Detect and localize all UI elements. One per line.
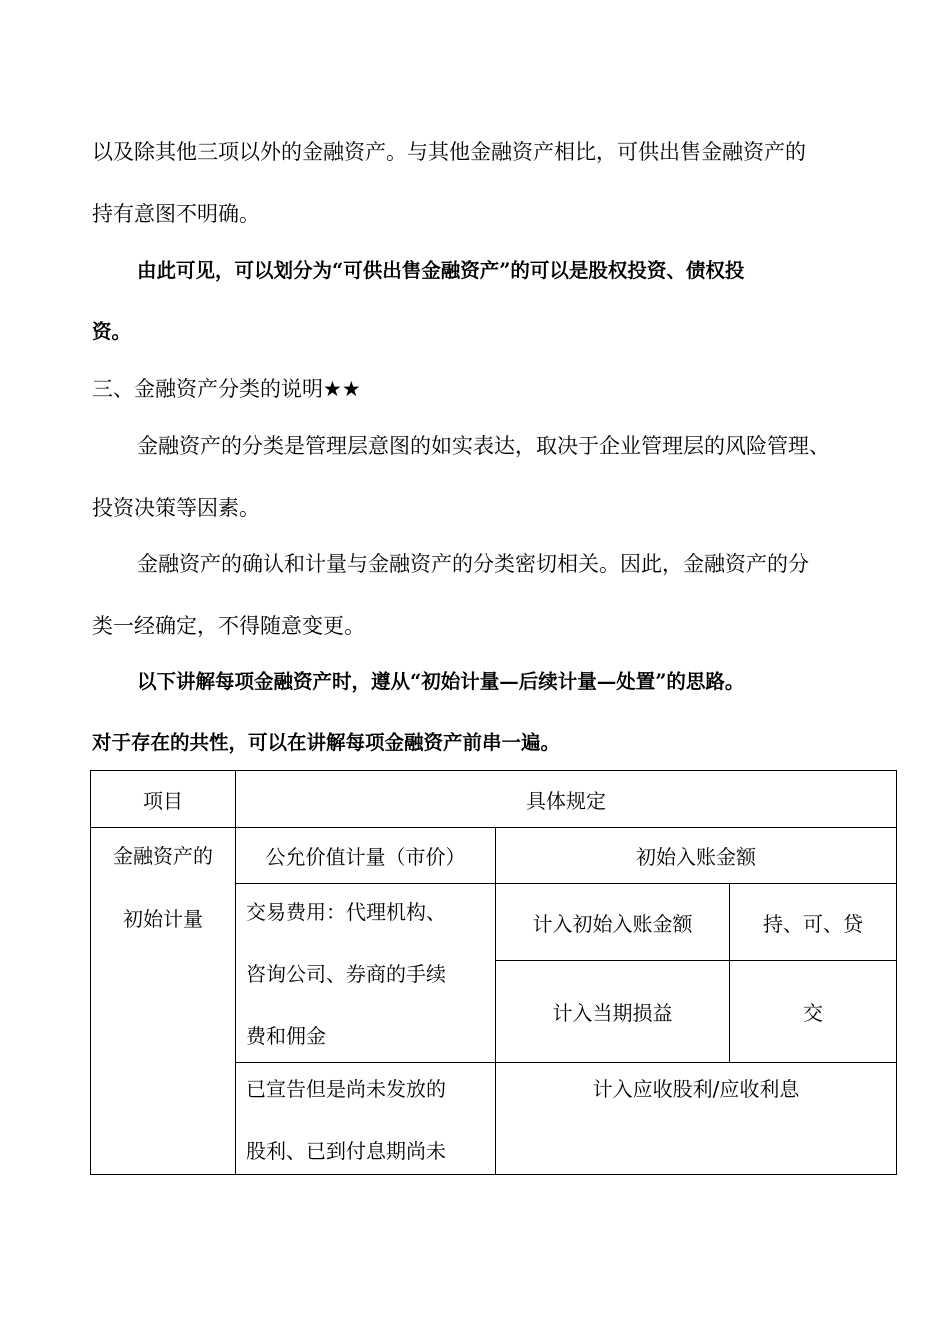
declared-treatment-cell: [496, 1063, 897, 1175]
declared-line: 股利、已到付息期尚未: [246, 1139, 446, 1163]
fees-line: 交易费用：代理机构、: [246, 900, 446, 924]
paragraph-line: 以及除其他三项以外的金融资产。与其他金融资产相比，可供出售金融资产的: [92, 140, 806, 164]
fees-line: 费和佣金: [246, 1024, 326, 1048]
paragraph-line: 以下讲解每项金融资产时，遵从“初始计量—后续计量—处置”的思路。: [137, 670, 745, 693]
declared-cell: [236, 1063, 496, 1175]
table-row: [91, 828, 897, 884]
row-item-line: 初始计量: [123, 907, 203, 931]
into-pnl-cell: 计入当期损益: [496, 961, 730, 1063]
paragraph-line: 对于存在的共性，可以在讲解每项金融资产前串一遍。: [92, 731, 561, 754]
fees-line: 咨询公司、券商的手续: [246, 962, 446, 986]
paragraph-line: 投资决策等因素。: [92, 496, 260, 520]
header-item: 项目: [91, 771, 236, 828]
row-item-cell: [91, 828, 236, 1175]
section-heading: 三、金融资产分类的说明★★: [92, 377, 361, 401]
paragraph-line: 资。: [92, 320, 132, 343]
into-initial-cell: 计入初始入账金额: [496, 884, 730, 961]
fair-value-cell: 公允价值计量（市价）: [236, 828, 496, 884]
declared-line: 已宣告但是尚未发放的: [246, 1077, 446, 1101]
initial-amount-cell: 初始入账金额: [496, 828, 897, 884]
paragraph-line: 由此可见，可以划分为“可供出售金融资产”的可以是股权投资、债权投: [137, 259, 745, 282]
paragraph-line: 类一经确定，不得随意变更。: [92, 614, 365, 638]
declared-treatment: 计入应收股利/应收利息: [592, 1077, 800, 1101]
row-item-line: 金融资产的: [113, 844, 213, 868]
fees-cell: [236, 884, 496, 1063]
into-initial-types-cell: 持、可、贷: [730, 884, 897, 961]
rules-table: [90, 770, 897, 1175]
paragraph-line: 持有意图不明确。: [92, 202, 260, 226]
table-header-row: [91, 771, 897, 828]
paragraph-line: 金融资产的确认和计量与金融资产的分类密切相关。因此，金融资产的分: [137, 552, 809, 576]
header-rules: 具体规定: [236, 771, 897, 828]
into-pnl-types-cell: 交: [730, 961, 897, 1063]
paragraph-line: 金融资产的分类是管理层意图的如实表达，取决于企业管理层的风险管理、: [137, 434, 830, 458]
